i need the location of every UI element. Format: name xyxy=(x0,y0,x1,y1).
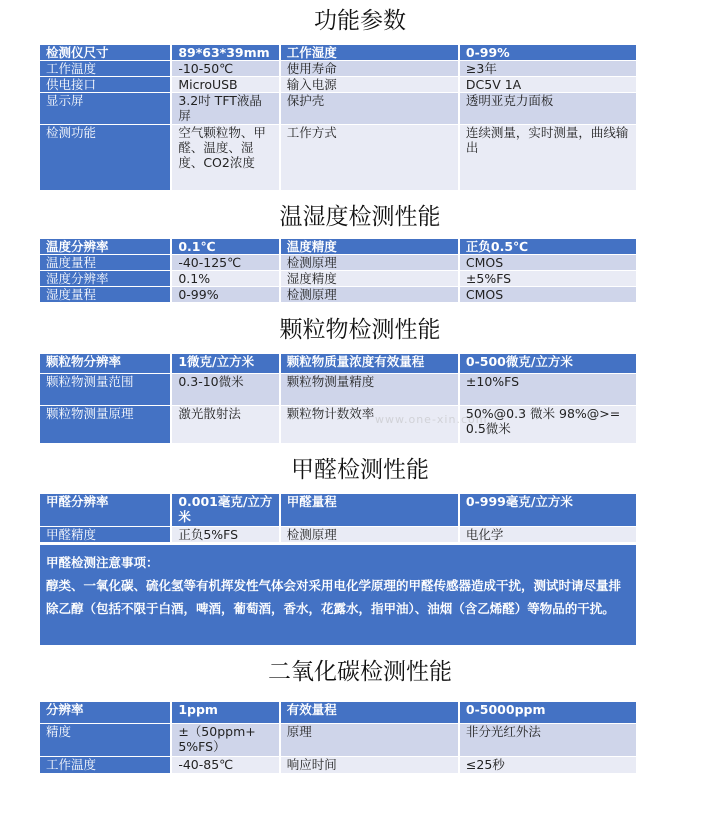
spec-value: 0-99% xyxy=(460,45,636,61)
temp-humidity-spec-table xyxy=(40,239,636,303)
spec-label: 甲醛量程 xyxy=(281,494,460,527)
notice-title: 甲醛检测注意事项： xyxy=(46,555,159,570)
table-row xyxy=(40,374,636,406)
table-row xyxy=(40,45,636,61)
spec-label: 颗粒物计数效率 xyxy=(281,406,460,444)
spec-value: 3.2吋 TFT液晶屏 xyxy=(172,93,280,125)
spec-value: 0-5000ppm xyxy=(460,702,636,724)
spec-label: 输入电源 xyxy=(281,77,460,93)
table-row xyxy=(40,77,636,93)
table-row xyxy=(40,93,636,125)
spec-label: 检测仪尺寸 xyxy=(40,45,172,61)
table-row xyxy=(40,354,636,374)
table-row xyxy=(40,702,636,724)
spec-value: ≤25秒 xyxy=(460,757,636,774)
spec-value: 0.001毫克/立方米 xyxy=(172,494,280,527)
spec-label: 颗粒物测量范围 xyxy=(40,374,172,406)
spec-value: 1微克/立方米 xyxy=(172,354,280,374)
spec-value: 0.1% xyxy=(172,271,280,287)
spec-value: ±10%FS xyxy=(460,374,636,406)
spec-label: 供电接口 xyxy=(40,77,172,93)
section-title-formaldehyde: 甲醛检测性能 xyxy=(291,457,429,483)
spec-label: 检测原理 xyxy=(281,287,460,303)
table-row xyxy=(40,494,636,527)
spec-value: 0.1℃ xyxy=(172,239,280,255)
spec-value: 激光散射法 xyxy=(172,406,280,444)
spec-label: 颗粒物测量精度 xyxy=(281,374,460,406)
spec-value: DC5V 1A xyxy=(460,77,636,93)
spec-value: MicroUSB xyxy=(172,77,280,93)
section-title-temp-humidity: 温湿度检测性能 xyxy=(279,204,441,230)
spec-value: ≥3年 xyxy=(460,61,636,77)
section-title-particulate: 颗粒物检测性能 xyxy=(279,317,441,343)
watermark-text: www.one-xin.com xyxy=(375,413,488,426)
spec-value: 0-999毫克/立方米 xyxy=(460,494,636,527)
spec-value: 0-500微克/立方米 xyxy=(460,354,636,374)
spec-label: 温度分辨率 xyxy=(40,239,172,255)
spec-value: 0-99% xyxy=(172,287,280,303)
spec-label: 精度 xyxy=(40,724,172,757)
spec-label: 检测原理 xyxy=(281,527,460,543)
table-row xyxy=(40,757,636,774)
spec-value: 非分光红外法 xyxy=(460,724,636,757)
section-title-func: 功能参数 xyxy=(314,8,406,34)
spec-label: 有效量程 xyxy=(281,702,460,724)
spec-value: 1ppm xyxy=(172,702,280,724)
co2-spec-table xyxy=(40,702,636,774)
spec-label: 分辨率 xyxy=(40,702,172,724)
spec-label: 甲醛精度 xyxy=(40,527,172,543)
spec-value: 透明亚克力面板 xyxy=(460,93,636,125)
spec-label: 湿度分辨率 xyxy=(40,271,172,287)
table-row xyxy=(40,527,636,543)
spec-value: -10-50℃ xyxy=(172,61,280,77)
formaldehyde-spec-table xyxy=(40,494,636,543)
spec-value: ±（50ppm+5%FS） xyxy=(172,724,280,757)
spec-value: 0.3-10微米 xyxy=(172,374,280,406)
spec-label: 工作湿度 xyxy=(281,45,460,61)
spec-label: 显示屏 xyxy=(40,93,172,125)
spec-value: 连续测量，实时测量，曲线输出 xyxy=(460,125,636,191)
spec-value: 正负5%FS xyxy=(172,527,280,543)
spec-value: -40-125℃ xyxy=(172,255,280,271)
spec-label: 保护壳 xyxy=(281,93,460,125)
spec-label: 湿度量程 xyxy=(40,287,172,303)
notice-body: 醇类、一氧化碳、硫化氢等有机挥发性气体会对采用电化学原理的甲醛传感器造成干扰，测试时请尽量排除乙醇（包括不限于白酒，啤酒，葡萄酒，香水，花露水，指甲油）、油烟（含乙烯醛）等物品的干扰。 xyxy=(46,578,622,616)
spec-label: 检测功能 xyxy=(40,125,172,191)
spec-label: 颗粒物测量原理 xyxy=(40,406,172,444)
spec-label: 工作温度 xyxy=(40,757,172,774)
spec-label: 检测原理 xyxy=(281,255,460,271)
spec-label: 颗粒物质量浓度有效量程 xyxy=(281,354,460,374)
func-spec-table xyxy=(40,45,636,191)
table-row xyxy=(40,406,636,444)
spec-value: ±5%FS xyxy=(460,271,636,287)
spec-value: -40-85℃ xyxy=(172,757,280,774)
spec-label: 工作温度 xyxy=(40,61,172,77)
spec-label: 响应时间 xyxy=(281,757,460,774)
table-row xyxy=(40,125,636,191)
table-row xyxy=(40,271,636,287)
spec-value: CMOS xyxy=(460,287,636,303)
table-row xyxy=(40,239,636,255)
table-row xyxy=(40,724,636,757)
spec-value: 空气颗粒物、甲醛、温度、湿度、CO2浓度 xyxy=(172,125,280,191)
spec-label: 温度量程 xyxy=(40,255,172,271)
spec-label: 温度精度 xyxy=(281,239,460,255)
table-row xyxy=(40,61,636,77)
formaldehyde-notice xyxy=(40,545,636,645)
spec-label: 使用寿命 xyxy=(281,61,460,77)
spec-label: 工作方式 xyxy=(281,125,460,191)
spec-value: 50%@0.3 微米 98%@>=0.5微米 xyxy=(460,406,636,444)
spec-value: 电化学 xyxy=(460,527,636,543)
table-row xyxy=(40,287,636,303)
spec-value: 89*63*39mm xyxy=(172,45,280,61)
spec-label: 湿度精度 xyxy=(281,271,460,287)
spec-value: CMOS xyxy=(460,255,636,271)
particulate-spec-table xyxy=(40,354,636,444)
spec-label: 原理 xyxy=(281,724,460,757)
spec-value: 正负0.5℃ xyxy=(460,239,636,255)
spec-label: 颗粒物分辨率 xyxy=(40,354,172,374)
table-row xyxy=(40,255,636,271)
section-title-co2: 二氧化碳检测性能 xyxy=(268,659,452,685)
spec-label: 甲醛分辨率 xyxy=(40,494,172,527)
